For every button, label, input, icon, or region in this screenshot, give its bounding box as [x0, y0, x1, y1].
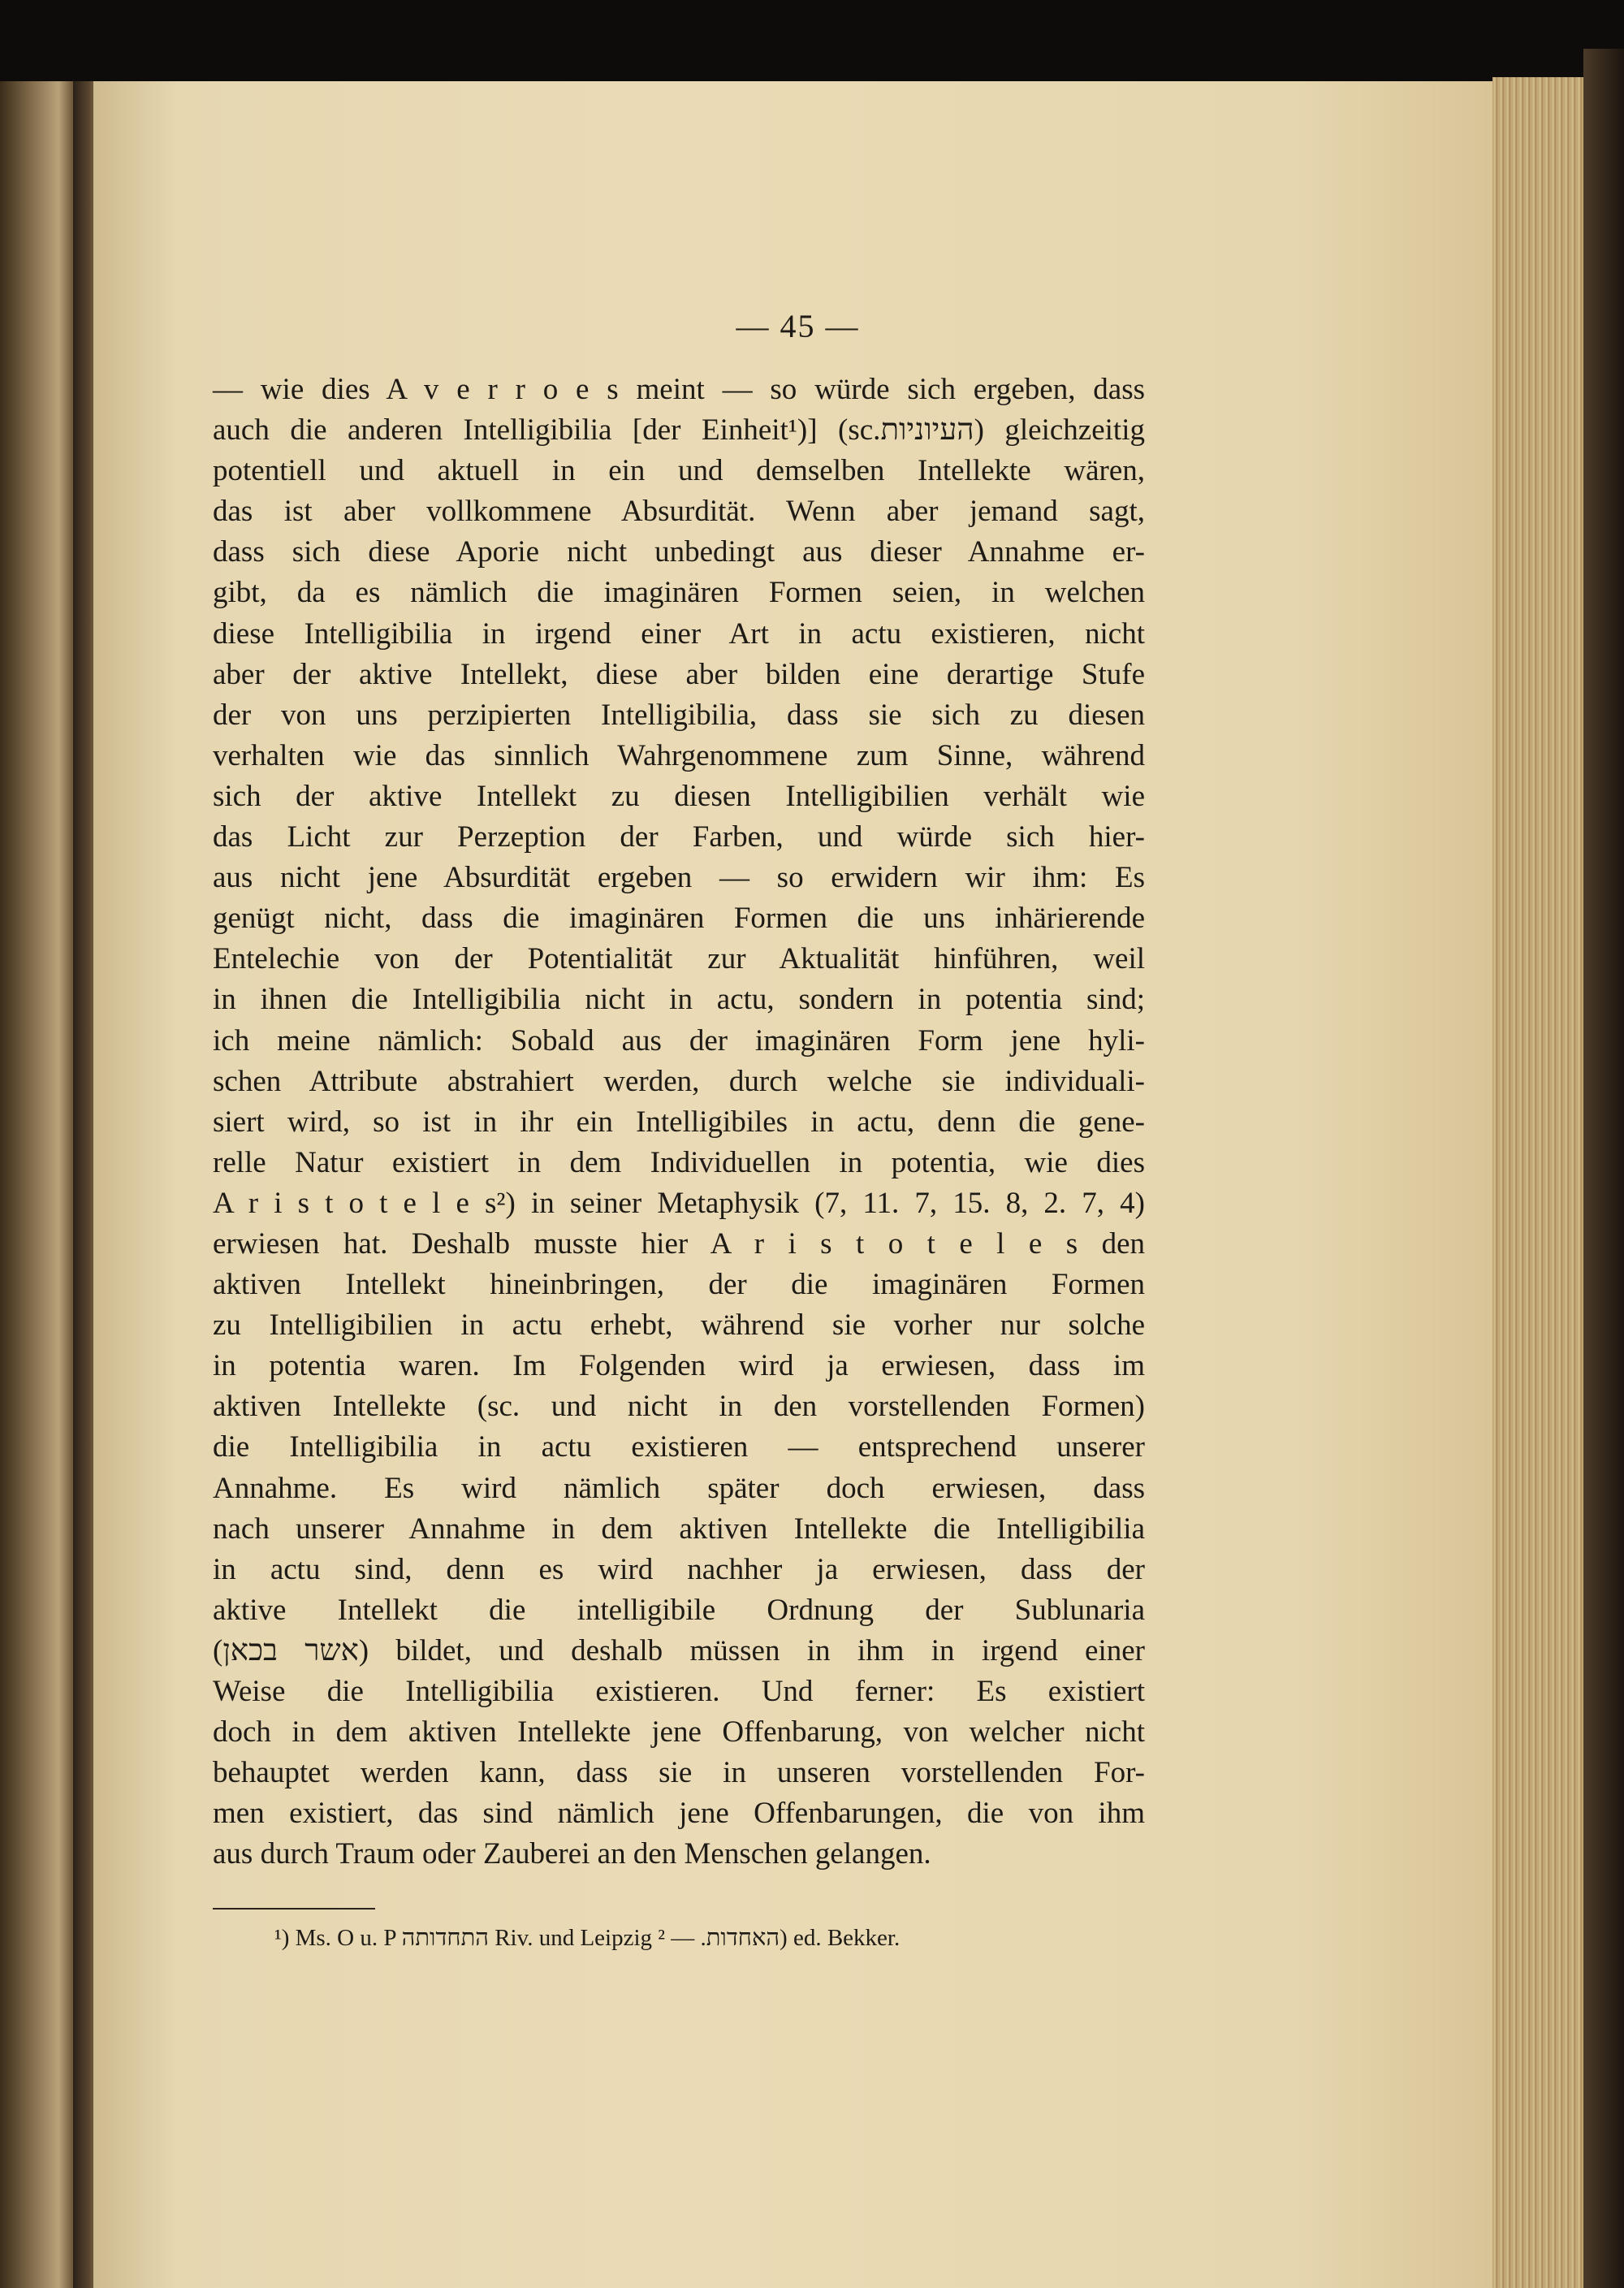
text-line: A r i s t o t e l e s²) in seiner Metaphysik (7, 11. 7, 15. 8, 2. 7, 4): [213, 1186, 1145, 1220]
text-line: gibt, da es nämlich die imaginären Formen seien, in welchen: [213, 576, 1145, 610]
left-page-edge: [0, 81, 73, 2288]
text-line: aus durch Traum oder Zauberei an den Menschen gelangen.: [213, 1837, 931, 1871]
text-line: zu Intelligibilien in actu erhebt, während sie vorher nur solche: [213, 1308, 1145, 1343]
text-line: genügt nicht, dass die imaginären Formen die uns inhärierende: [213, 902, 1145, 936]
text-line: — wie dies A v e r r o e s meint — so würde sich ergeben, dass: [213, 373, 1145, 406]
text-line: sich der aktive Intellekt zu diesen Intelligibilien verhält wie: [213, 779, 1145, 813]
text-line: behauptet werden kann, dass sie in unseren vorstellenden For-: [213, 1756, 1145, 1790]
text-line: verhalten wie das sinnlich Wahrgenommene zum Sinne, während: [213, 738, 1145, 772]
text-line: aktiven Intellekte (sc. und nicht in den vorstellenden Formen): [213, 1390, 1145, 1424]
footnote: ¹) Ms. O u. P התחדותה Riv. und Leipzig האחדות. — ²) ed. Bekker.: [274, 1925, 901, 1951]
text-line: erwiesen hat. Deshalb musste hier A r i s t o t e l e s den: [213, 1226, 1145, 1261]
body-text: [213, 370, 1145, 1875]
text-line: auch die anderen Intelligibilia [der Einheit¹)] (sc.העיוניות) gleichzeitig: [213, 413, 1145, 448]
page-edges: [1492, 77, 1590, 2288]
page-number-header: — 45 —: [736, 308, 860, 344]
text-line: ich meine nämlich: Sobald aus der imaginären Form jene hyli-: [213, 1023, 1145, 1057]
footnote-divider: [213, 1908, 375, 1910]
text-line: in actu sind, denn es wird nachher ja erwiesen, dass der: [213, 1552, 1145, 1586]
text-line: aktiven Intellekt hineinbringen, der die imaginären Formen: [213, 1268, 1145, 1302]
text-line: nach unserer Annahme in dem aktiven Intellekte die Intelligibilia: [213, 1512, 1145, 1546]
text-line: Annahme. Es wird nämlich später doch erwiesen, dass: [213, 1471, 1145, 1505]
text-line: der von uns perzipierten Intelligibilia, dass sie sich zu diesen: [213, 698, 1145, 732]
text-line: in potentia waren. Im Folgenden wird ja erwiesen, dass im: [213, 1349, 1145, 1383]
text-line: men existiert, das sind nämlich jene Offenbarungen, die von ihm: [213, 1797, 1145, 1831]
text-line: diese Intelligibilia in irgend einer Art in actu existieren, nicht: [213, 616, 1145, 651]
text-line: doch in dem aktiven Intellekte jene Offenbarung, von welcher nicht: [213, 1715, 1145, 1750]
text-line: dass sich diese Aporie nicht unbedingt aus dieser Annahme er-: [213, 535, 1145, 569]
text-line: aus nicht jene Absurdität ergeben — so erwidern wir ihm: Es: [213, 861, 1145, 895]
text-line: siert wird, so ist in ihr ein Intelligibiles in actu, denn die gene-: [213, 1105, 1145, 1139]
text-line: schen Attribute abstrahiert werden, durch welche sie individuali-: [213, 1064, 1145, 1098]
text-line: das ist aber vollkommene Absurdität. Wenn aber jemand sagt,: [213, 495, 1145, 529]
text-line: Entelechie von der Potentialität zur Aktualität hinführen, weil: [213, 942, 1145, 976]
text-line: in ihnen die Intelligibilia nicht in actu, sondern in potentia sind;: [213, 983, 1145, 1017]
text-line: (אשר בכאן) bildet, und deshalb müssen in ihm in irgend einer: [213, 1633, 1145, 1667]
text-line: potentiell und aktuell in ein und demselben Intellekte wären,: [213, 454, 1145, 488]
text-line: relle Natur existiert in dem Individuellen in potentia, wie dies: [213, 1145, 1145, 1179]
text-line: aktive Intellekt die intelligibile Ordnung der Sublunaria: [213, 1593, 1145, 1627]
text-line: die Intelligibilia in actu existieren — entsprechend unserer: [213, 1430, 1145, 1464]
text-line: Weise die Intelligibilia existieren. Und ferner: Es existiert: [213, 1675, 1145, 1708]
text-line: aber der aktive Intellekt, diese aber bilden eine derartige Stufe: [213, 657, 1145, 691]
text-line: das Licht zur Perzeption der Farben, und würde sich hier-: [213, 820, 1145, 854]
book-cover-edge: [1583, 49, 1624, 2288]
